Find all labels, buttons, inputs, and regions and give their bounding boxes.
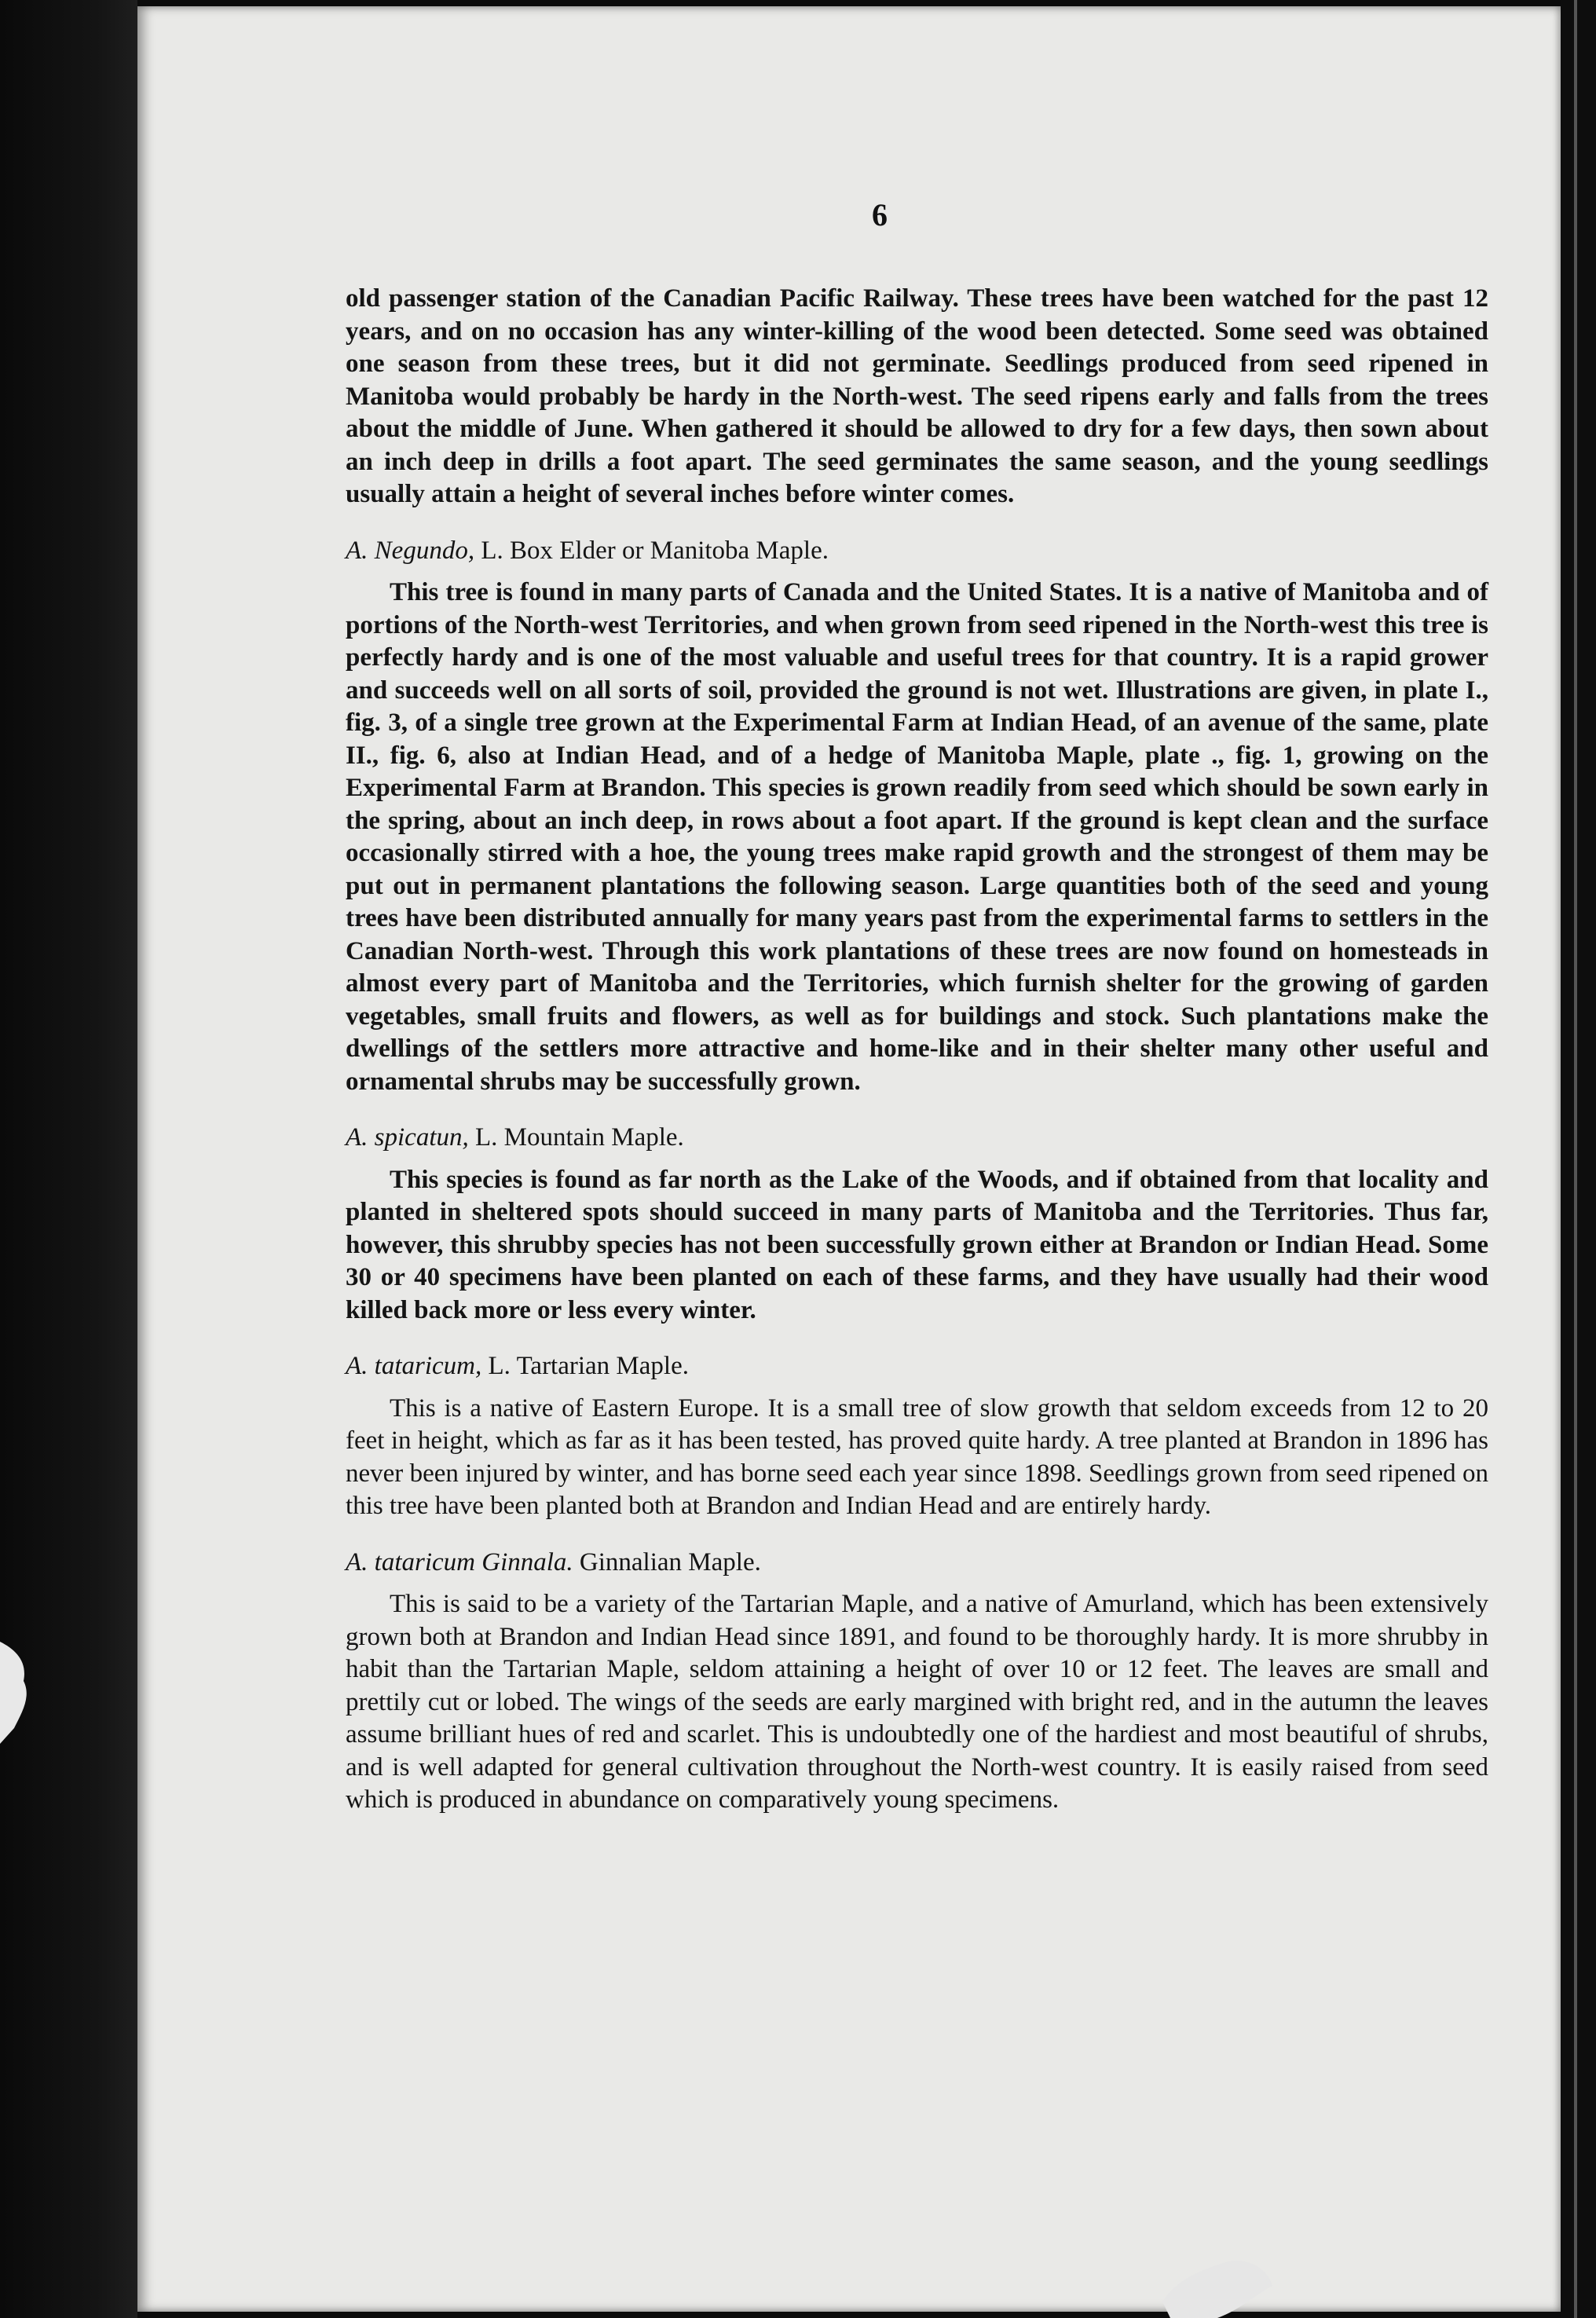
author-abbrev: L. [488,1352,511,1380]
scan-speck [1155,2247,1280,2318]
species-description: This species is found as far north as the Lake of the Woods, and if obtained from that locality and planted in sheltered spots should succeed in many parts of Manitoba and the Territories. Thus far, however, this shrubby species has not been successfully grown either at Brandon or Indian Head. Some 30 or 40 specimens have been planted on each of these farms, and they have usually had their wood killed back more or less every winter. [346,1165,1488,1324]
species-heading [346,1122,1488,1155]
species-heading [346,1350,1488,1383]
scientific-name: A. Negundo, [346,536,475,565]
common-name: Box Elder or Manitoba Maple. [510,536,829,565]
species-description: This tree is found in many parts of Canada and the United States. It is a native of Manitoba and of portions of the North-west Territories, and when grown from seed ripened in the North-west this tree is perfectly hardy and is one of the most valuable and useful trees for that country. It is a rapid grower and succeeds well on all sorts of soil, provided the ground is not wet. Illustrations are given, in plate I., fig. 3, of a single tree grown at the Experimental Farm at Indian Head, of an avenue of the same, plate II., fig. 6, also at Indian Head, and of a hedge of Manitoba Maple, plate ., fig. 1, growing on the Experimental Farm at Brandon. This species is grown readily from seed which should be sown early in the spring, about an inch deep, in rows about a foot apart. If the ground is kept clean and the surface occasionally stirred with a hoe, the young trees make rapid growth and the strongest of them may be put out in permanent plantations the following season. Large quantities both of the seed and young trees have been distributed annually for many years past from the experimental farms to settlers in the Canadian North-west. Through this work plantations of these trees are now found on homesteads in almost every part of Manitoba and the Territories, which furnish shelter for the growing of garden vegetables, small fruits and flowers, as well as for buildings and stock. Such plantations make the dwellings of the settlers more attractive and home-like and in their shelter many other useful and ornamental shrubs may be successfully grown. [346,578,1488,1096]
page-body [346,283,1488,1822]
species-description: This is a native of Eastern Europe. It is a small tree of slow growth that seldom exceeds from 12 to 20 feet in height, which as far as it has been tested, has proved quite hardy. A tree planted at Brandon in 1896 has never been injured by winter, and has borne seed each year since 1898. Seedlings grown from seed ripened on this tree have been planted both at Brandon and Indian Head and are entirely hardy. [346,1393,1488,1520]
species-section [346,1122,1488,1327]
scan-left-margin [0,0,137,2318]
scientific-name: A. spicatun, [346,1123,469,1152]
author-abbrev: L. [474,1123,498,1152]
species-heading [346,535,1488,568]
common-name: Mountain Maple. [503,1123,684,1152]
scan-right-margin [1561,0,1596,2318]
intro-paragraph: old passenger station of the Canadian Pacific Railway. These trees have been watched for the past 12 years, and on no occasion has any winter-killing of the wood been detected. Some seed was obtained one season from these trees, but it did not germinate. Seedlings produced from seed ripened in Manitoba would probably be hardy in the North-west. The seed ripens early and falls from the trees about the middle of June. When gathered it should be allowed to dry for a few days, then sown about an inch deep in drills a foot apart. The seed germinates the same season, and the young seedlings usually attain a height of several inches before winter comes. [346,284,1488,508]
scientific-name: A. tataricum, [346,1352,482,1380]
page-number: 6 [872,197,888,233]
scientific-name: A. tataricum Ginnala. [346,1547,573,1576]
species-section [346,535,1488,1099]
species-heading [346,1547,1488,1580]
author-abbrev: L. [481,536,503,565]
common-name: Ginnalian Maple. [579,1547,761,1576]
page-edge-line [1574,0,1577,2318]
species-description: This is said to be a variety of the Tartarian Maple, and a native of Amurland, which has been extensively grown both at Brandon and Indian Head since 1891, and found to be thoroughly hardy. It is more shrubby in habit than the Tartarian Maple, seldom attaining a height of over 10 or 12 feet. The leaves are small and prettily cut or lobed. The wings of the seeds are early margined with bright red, and in the autumn the leaves assume brilliant hues of red and scarlet. This is undoubtedly one of the hardiest and most beautiful of shrubs, and is well adapted for general cultivation throughout the North-west country. It is easily raised from seed which is produced in abundance on comparatively young specimens. [346,1590,1488,1814]
species-section [346,1350,1488,1523]
common-name: Tartarian Maple. [516,1352,689,1380]
species-section [346,1547,1488,1817]
scan-speck [0,1626,47,1744]
